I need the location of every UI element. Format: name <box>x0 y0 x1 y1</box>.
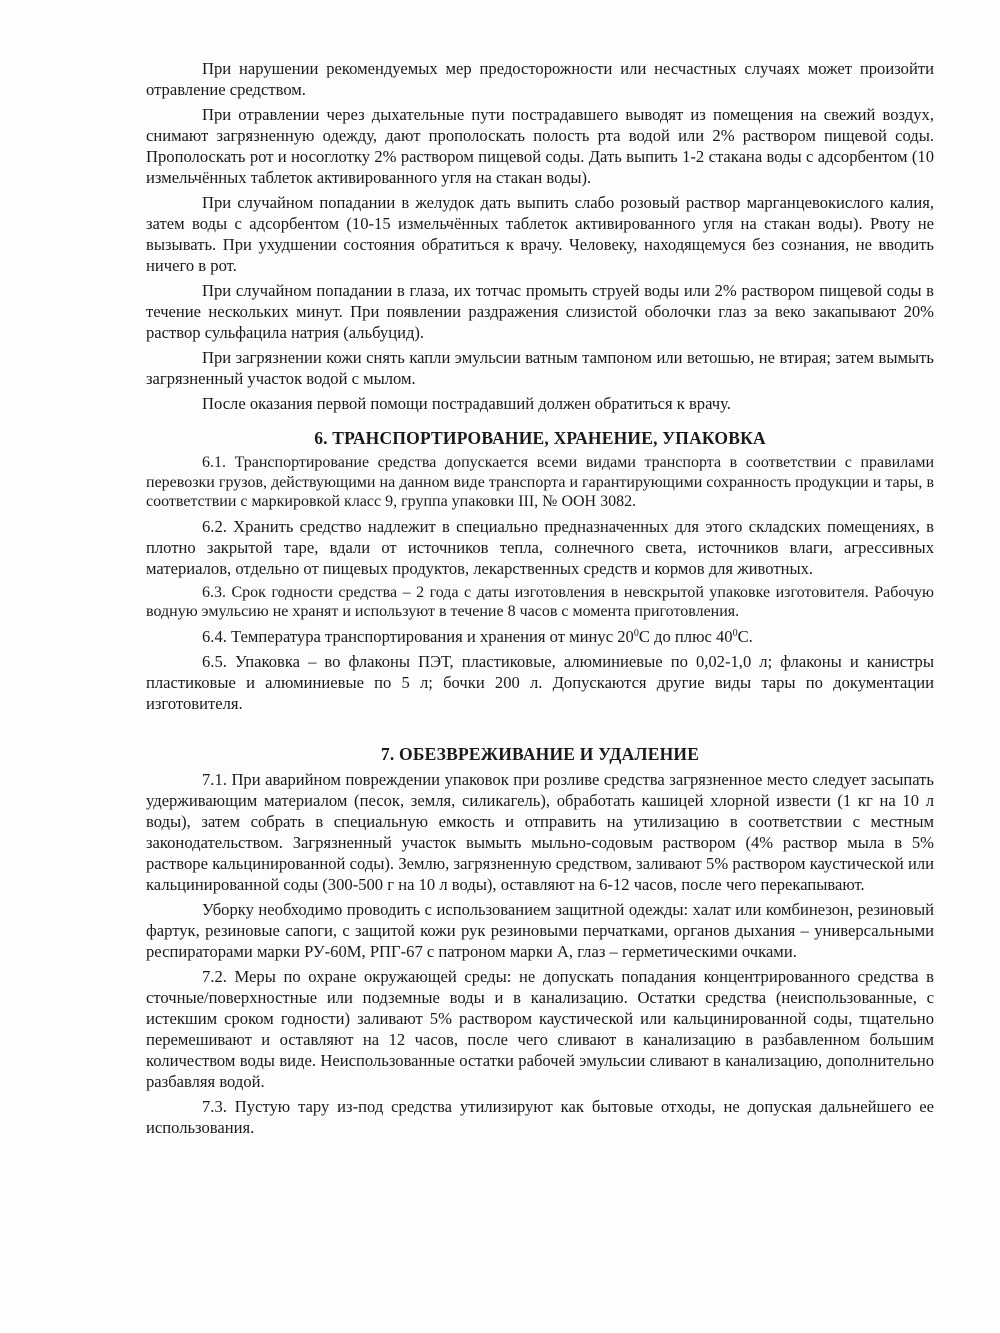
paragraph-respiratory-poisoning: При отравлении через дыхательные пути пострадавшего выводят из помещения на свежий воздух, снимают загрязненную одежду, дают прополоскать полость рта водой или 2% раствором пищевой соды. Прополоскать рот и носоглотку 2% раствором пищевой соды. Дать выпить 1-2 стакана воды с адсорбентом (10 измельчённых таблеток активированного угля на стакан воды). <box>146 105 934 187</box>
paragraph-7-3: 7.3. Пустую тару из-под средства утилизируют как бытовые отходы, не допуская дальнейшего ее использования. <box>146 1096 934 1137</box>
paragraph-7-2: 7.2. Меры по охране окружающей среды: не допускать попадания концентрированного средства в сточные/поверхностные или подземные воды и в канализацию. Остатки средства (неиспользованные, с истекшим сроком годности) заливают 5% раствором каустической или кальцинированной соды, тщательно перемешивают и оставляют на 12 часов, после чего сливают в канализацию в разбавленном большим количеством воды виде. Неиспользованные остатки рабочей эмульсии сливают в канализацию, дополнительно разбавляя водой. <box>146 966 934 1091</box>
paragraph-6-1: 6.1. Транспортирование средства допускается всеми видами транспорта в соответствии с правилами перевозки грузов, действующими на данном виде транспорта и гарантирующими сохранность продукции и тары, в соответствии с маркировкой класс 9, группа упаковки III, № ООН 3082. <box>146 454 934 510</box>
paragraph-6-4 <box>146 626 934 647</box>
section-6-heading: 6. ТРАНСПОРТИРОВАНИЕ, ХРАНЕНИЕ, УПАКОВКА <box>314 428 766 448</box>
paragraph-6-2: 6.2. Хранить средство надлежит в специально предназначенных для этого складских помещениях, в плотно закрытой таре, вдали от источников тепла, солнечного света, источников влаги, агрессивных материалов, отдельно от пищевых продуктов, лекарственных средств и кормов для животных. <box>146 516 934 578</box>
section-7-heading: 7. ОБЕЗВРЕЖИВАНИЕ И УДАЛЕНИЕ <box>380 743 700 764</box>
paragraph-skin-contact: При загрязнении кожи снять капли эмульсии ватным тампоном или ветошью, не втирая; затем вымыть загрязненный участок водой с мылом. <box>146 348 934 388</box>
paragraph-see-doctor: После оказания первой помощи пострадавший должен обратиться к врачу. <box>202 394 731 413</box>
paragraph-7-1: 7.1. При аварийном повреждении упаковок при розливе средства загрязненное место следует засыпать удерживающим материалом (песок, земля, силикагель), обработать кашицей хлорной извести (1 кг на 10 л воды), затем собрать в специальную емкость и отправить на утилизацию в соответствии с местным законодательством. Загрязненный участок вымыть мыльно-содовым раствором (4% раствор мыла в 5% растворе кальцинированной соды). Землю, загрязненную средством, заливают 5% раствором каустической или кальцинированной соды (300-500 г на 10 л воды), оставляют на 6-12 часов, после чего перекапывают. <box>146 769 934 894</box>
temp-text-a: 6.4. Температура транспортирования и хранения от минус 20 <box>202 626 634 646</box>
degree-mark: 0 <box>633 627 639 639</box>
paragraph-poisoning-intro: При нарушении рекомендуемых мер предосторожности или несчастных случаях может произойти отравление средством. <box>146 59 934 99</box>
paragraph-6-5: 6.5. Упаковка – во флаконы ПЭТ, пластиковые, алюминиевые по 0,02-1,0 л; флаконы и канистры пластиковые и алюминиевые по 5 л; бочки 200 л. Допускаются другие виды тары по документации изготовителя. <box>146 651 934 713</box>
degree-mark: 0 <box>732 627 738 639</box>
paragraph-7-1-protection: Уборку необходимо проводить с использованием защитной одежды: халат или комбинезон, резиновый фартук, резиновые сапоги, с защитой кожи рук резиновыми перчатками, органов дыхания – универсальными респираторами марки РУ-60М, РПГ-67 с патроном марки А, глаз – герметическими очками. <box>146 899 934 961</box>
temp-text-b: С до плюс 40 <box>638 626 733 646</box>
paragraph-6-3: 6.3. Срок годности средства – 2 года с даты изготовления в невскрытой упаковке изготовителя. Рабочую водную эмульсию не хранят и используют в течение 8 часов с момента приготовления. <box>146 583 934 620</box>
paragraph-stomach-poisoning: При случайном попадании в желудок дать выпить слабо розовый раствор марганцевокислого калия, затем воды с адсорбентом (10-15 измельчённых таблеток активированного угля на стакан воды). Рвоту не вызывать. При ухудшении состояния обратиться к врачу. Человеку, находящемуся без сознания, не вводить ничего в рот. <box>146 193 934 275</box>
paragraph-eye-contact: При случайном попадании в глаза, их тотчас промыть струей воды или 2% раствором пищевой соды в течение нескольких минут. При появлении раздражения слизистой оболочки глаз за веко закапывают 20% раствор сульфацила натрия (альбуцид). <box>146 281 934 342</box>
temp-text-c: С. <box>737 626 753 646</box>
document-body <box>146 58 934 1142</box>
